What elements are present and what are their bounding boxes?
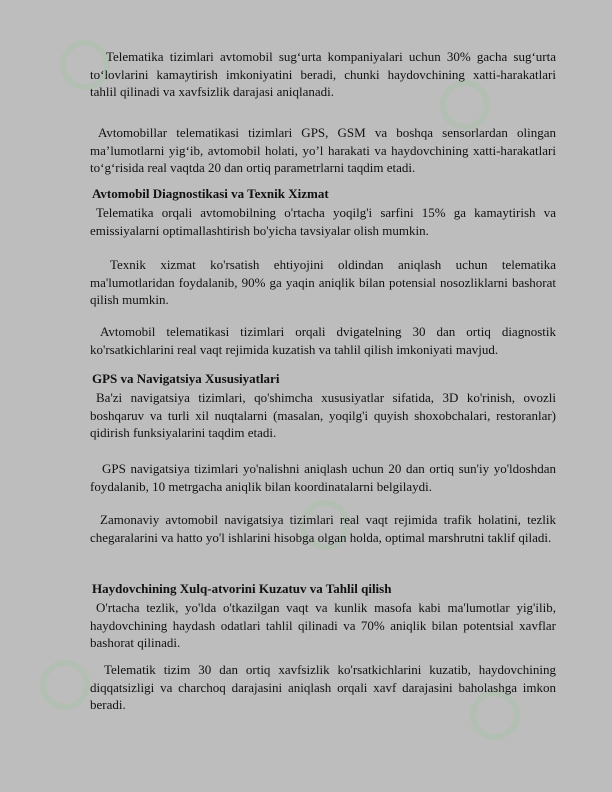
paragraph-maintenance: Texnik xizmat ko'rsatish ehtiyojini oldindan aniqlash uchun telematika ma'lumotlaridan foydalanib, 90% ga yaqin aniqlik bilan potensial nosozliklarni bashorat qilish mumkin. <box>90 257 556 307</box>
paragraph-fuel: Telematika orqali avtomobilning o'rtacha yoqilg'i sarfini 15% ga kamaytirish va emissiyalarni optimallashtirish bo'yicha tavsiyalar olish mumkin. <box>90 205 556 238</box>
paragraph-insurance: Telematika tizimlari avtomobil sug‘urta kompaniyalari uchun 30% gacha sug‘urta to‘lovlarini kamaytirish imkoniyatini beradi, chunki haydovchining xatti-harakatlari tahlil qilinadi va xavfsizlik darajasi aniqlanadi. <box>90 49 556 99</box>
paragraph-navigation-features: Ba'zi navigatsiya tizimlari, qo'shimcha xususiyatlar sifatida, 3D ko'rinish, ovozli boshqaruv va turli xil nuqtalarni (masalan, yoqilg'i quyish shoxobchalari, restoranlar) qidirish funksiyalarini taqdim etadi. <box>90 390 556 440</box>
paragraph-engine-diagnostics: Avtomobil telematikasi tizimlari orqali dvigatelning 30 dan ortiq diagnostik ko'rsatkichlarini real vaqt rejimida kuzatish va tahlil qilish imkoniyati mavjud. <box>90 324 556 357</box>
paragraph-driving-habits: O'rtacha tezlik, yo'lda o'tkazilgan vaqt va kunlik masofa kabi ma'lumotlar yig'ilib, haydovchining haydash odatlari tahlil qilinadi va 70% aniqlik bilan potentsial xavflar bashorat qilinadi. <box>90 600 556 650</box>
paragraph-telematics-params: Avtomobillar telematikasi tizimlari GPS, GSM va boshqa sensorlardan olingan ma’lumotlarni yig‘ib, avtomobil holati, yo’l harakati va haydovchining xatti-harakatlari to‘g‘risida real vaqtda 20 dan ortiq parametrlarni taqdim etadi. <box>90 125 556 175</box>
paragraph-route-optimization: Zamonaviy avtomobil navigatsiya tizimlari real vaqt rejimida trafik holatini, tezlik chegaralarini va hatto yo'l ishlarini hisobga olgan holda, optimal marshrutni taklif qiladi. <box>90 512 556 545</box>
heading-driver-behavior: Haydovchining Xulq-atvorini Kuzatuv va Tahlil qilish <box>92 581 392 596</box>
heading-gps: GPS va Navigatsiya Xususiyatlari <box>92 371 280 386</box>
watermark-logo-icon <box>40 660 90 710</box>
paragraph-gps-satellites: GPS navigatsiya tizimlari yo'nalishni aniqlash uchun 20 dan ortiq sun'iy yo'ldoshdan foydalanib, 10 metrgacha aniqlik bilan koordinatalarni belgilaydi. <box>90 461 556 494</box>
heading-diagnostics: Avtomobil Diagnostikasi va Texnik Xizmat <box>92 186 329 201</box>
paragraph-safety-indicators: Telematik tizim 30 dan ortiq xavfsizlik ko'rsatkichlarini kuzatib, haydovchining diqqatsizligi va charchoq darajasini aniqlash orqali xavf darajasini baholashga imkon beradi. <box>90 662 556 712</box>
